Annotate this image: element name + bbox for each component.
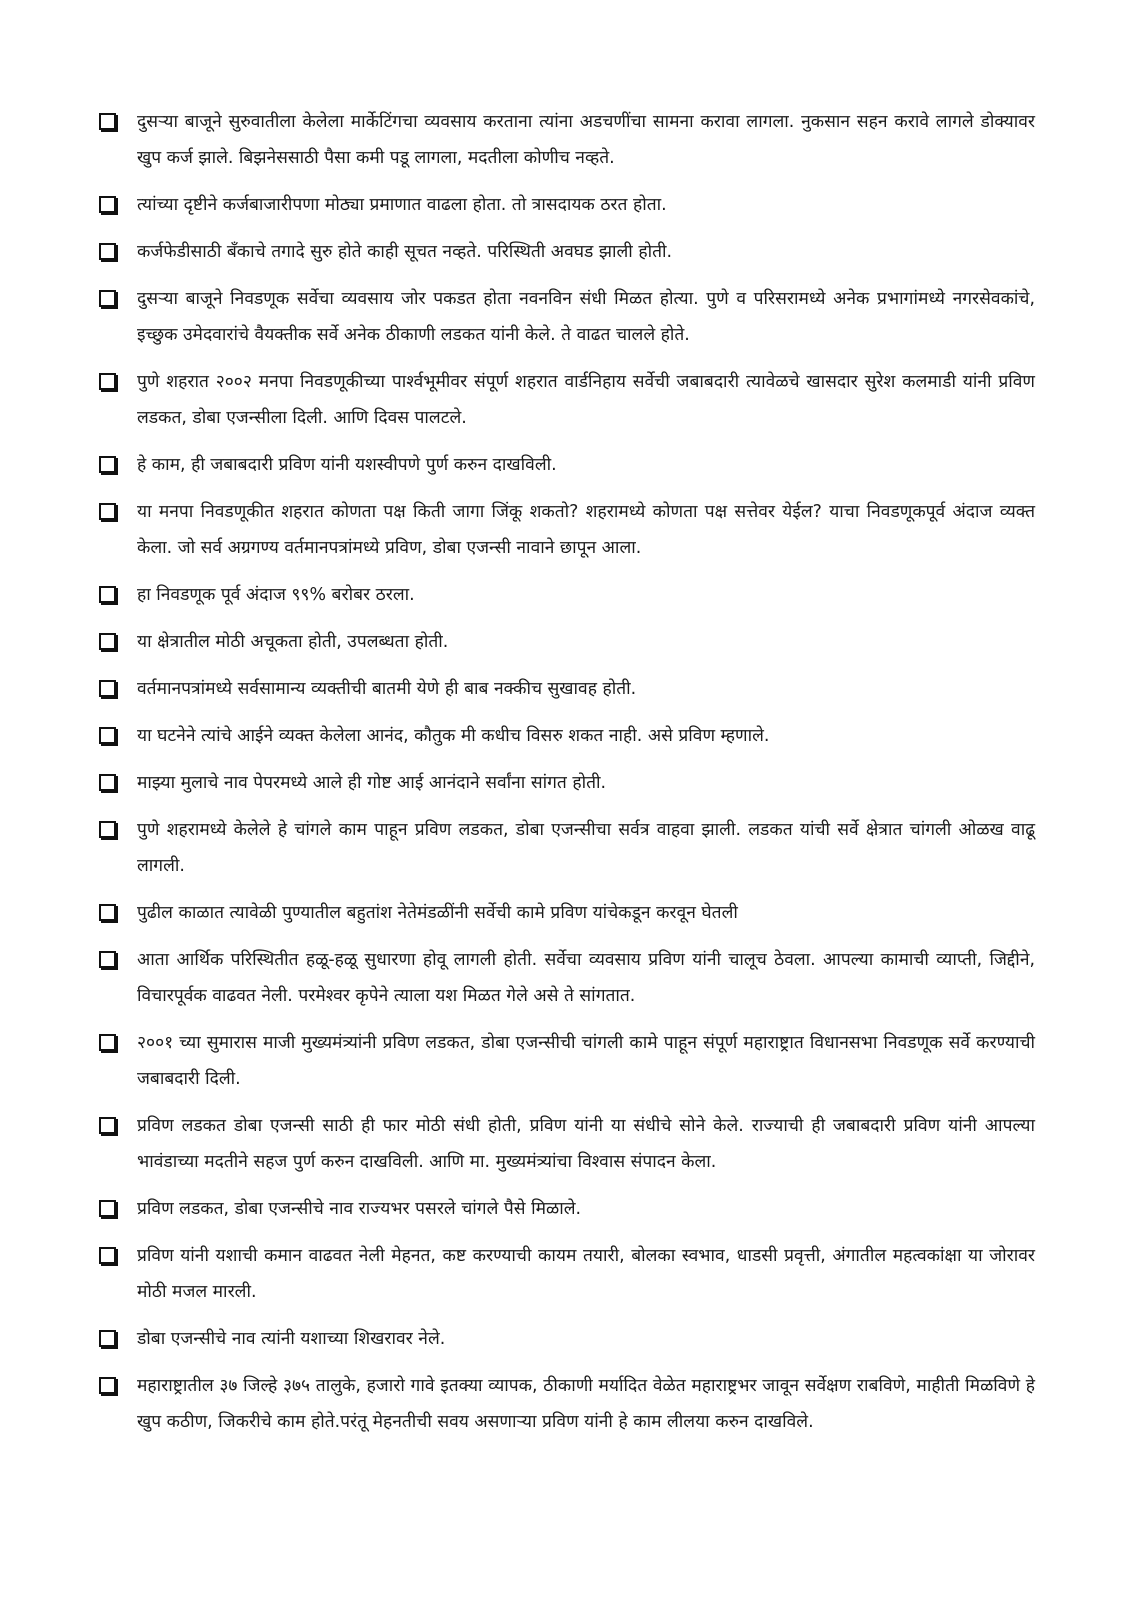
checkbox-bullet-icon — [99, 113, 116, 130]
bullet-text: पुणे शहरामध्ये केलेले हे चांगले काम पाहून प्रविण लडकत, डोबा एजन्सीचा सर्वत्र वाहवा झाली. लडकत यांची सर्वे क्षेत्रात चांगली ओळख वाढू लागली. — [137, 820, 1035, 876]
list-item — [96, 104, 1035, 176]
list-item — [96, 577, 1035, 613]
checkbox-bullet-icon — [99, 243, 116, 260]
bullet-text: प्रविण लडकत, डोबा एजन्सीचे नाव राज्यभर पसरले चांगले पैसे मिळाले. — [137, 1199, 582, 1219]
checkbox-bullet-icon — [99, 373, 116, 390]
list-item — [96, 364, 1035, 436]
bullet-text: महाराष्ट्रातील ३७ जिल्हे ३७५ तालुके, हजारो गावे इतक्या व्यापक, ठीकाणी मर्यादित वेळेत महाराष्ट्रभर जावून सर्वेक्षण राबविणे, माहीती मिळविणे हे खुप कठीण, जिकरीचे काम होते.परंतू मेहनतीची सवय असणाऱ्या प्रविण यांनी हे काम लीलया करुन दाखविले. — [137, 1376, 1035, 1432]
bullet-text: माझ्या मुलाचे नाव पेपरमध्ये आले ही गोष्ट आई आनंदाने सर्वांना सांगत होती. — [137, 773, 607, 793]
bullet-text: हा निवडणूक पूर्व अंदाज ९९% बरोबर ठरला. — [137, 585, 415, 605]
list-item — [96, 281, 1035, 353]
list-item — [96, 942, 1035, 1014]
list-item — [96, 447, 1035, 483]
bullet-text: या मनपा निवडणूकीत शहरात कोणता पक्ष किती जागा जिंकू शकतो? शहरामध्ये कोणता पक्ष सत्तेवर येईल? याचा निवडणूकपूर्व अंदाज व्यक्त केला. जो सर्व अग्रगण्य वर्तमानपत्रांमध्ये प्रविण, डोबा एजन्सी नावाने छापून आला. — [137, 502, 1035, 558]
checkbox-bullet-icon — [99, 680, 116, 697]
checkbox-bullet-icon — [99, 1377, 116, 1394]
list-item — [96, 187, 1035, 223]
list-item — [96, 1191, 1035, 1227]
checkbox-bullet-icon — [99, 1117, 116, 1134]
bullet-text: या घटनेने त्यांचे आईने व्यक्त केलेला आनंद, कौतुक मी कधीच विसरु शकत नाही. असे प्रविण म्हणाले. — [137, 726, 770, 746]
checkbox-bullet-icon — [99, 821, 116, 838]
checkbox-bullet-icon — [99, 727, 116, 744]
list-item — [96, 718, 1035, 754]
list-item — [96, 1025, 1035, 1097]
checkbox-bullet-icon — [99, 1330, 116, 1347]
bullet-text: वर्तमानपत्रांमध्ये सर्वसामान्य व्यक्तीची बातमी येणे ही बाब नक्कीच सुखावह होती. — [137, 679, 637, 699]
checkbox-bullet-icon — [99, 586, 116, 603]
bullet-list — [96, 104, 1035, 1440]
bullet-text: हे काम, ही जबाबदारी प्रविण यांनी यशस्वीपणे पुर्ण करुन दाखविली. — [137, 455, 557, 475]
list-item — [96, 812, 1035, 884]
bullet-text: पुणे शहरात २००२ मनपा निवडणूकीच्या पार्श्वभूमीवर संपूर्ण शहरात वार्डनिहाय सर्वेची जबाबदारी त्यावेळचे खासदार सुरेश कलमाडी यांनी प्रविण लडकत, डोबा एजन्सीला दिली. आणि दिवस पालटले. — [137, 372, 1035, 428]
bullet-text: त्यांच्या दृष्टीने कर्जबाजारीपणा मोठ्या प्रमाणात वाढला होता. तो त्रासदायक ठरत होता. — [137, 195, 667, 215]
list-item — [96, 1321, 1035, 1357]
bullet-text: दुसऱ्या बाजूने निवडणूक सर्वेचा व्यवसाय जोर पकडत होता नवनविन संधी मिळत होत्या. पुणे व परिसरामध्ये अनेक प्रभागांमध्ये नगरसेवकांचे, इच्छुक उमेदवारांचे वैयक्तीक सर्वे अनेक ठीकाणी लडकत यांनी केले. ते वाढत चालले होते. — [137, 289, 1035, 345]
list-item — [96, 624, 1035, 660]
list-item — [96, 1238, 1035, 1310]
list-item — [96, 234, 1035, 270]
checkbox-bullet-icon — [99, 633, 116, 650]
bullet-text: २००१ च्या सुमारास माजी मुख्यमंत्र्यांनी प्रविण लडकत, डोबा एजन्सीची चांगली कामे पाहून संपूर्ण महाराष्ट्रात विधानसभा निवडणूक सर्वे करण्याची जबाबदारी दिली. — [137, 1033, 1035, 1089]
list-item — [96, 1108, 1035, 1180]
checkbox-bullet-icon — [99, 1200, 116, 1217]
bullet-text: कर्जफेडीसाठी बँकाचे तगादे सुरु होते काही सूचत नव्हते. परिस्थिती अवघड झाली होती. — [137, 242, 673, 262]
bullet-text: डोबा एजन्सीचे नाव त्यांनी यशाच्या शिखरावर नेले. — [137, 1329, 446, 1349]
checkbox-bullet-icon — [99, 456, 116, 473]
bullet-text: पुढील काळात त्यावेळी पुण्यातील बहुतांश नेतेमंडळींनी सर्वेची कामे प्रविण यांचेकडून करवून घेतली — [137, 903, 738, 923]
checkbox-bullet-icon — [99, 951, 116, 968]
checkbox-bullet-icon — [99, 1247, 116, 1264]
list-item — [96, 895, 1035, 931]
bullet-text: या क्षेत्रातील मोठी अचूकता होती, उपलब्धता होती. — [137, 632, 449, 652]
bullet-text: प्रविण लडकत डोबा एजन्सी साठी ही फार मोठी संधी होती, प्रविण यांनी या संधीचे सोने केले. राज्याची ही जबाबदारी प्रविण यांनी आपल्या भावंडाच्या मदतीने सहज पुर्ण करुन दाखविली. आणि मा. मुख्यमंत्र्यांचा विश्वास संपादन केला. — [137, 1116, 1035, 1172]
checkbox-bullet-icon — [99, 904, 116, 921]
list-item — [96, 494, 1035, 566]
list-item — [96, 671, 1035, 707]
checkbox-bullet-icon — [99, 196, 116, 213]
bullet-text: दुसऱ्या बाजूने सुरुवातीला केलेला मार्केटिंगचा व्यवसाय करताना त्यांना अडचणींचा सामना करावा लागला. नुकसान सहन करावे लागले डोक्यावर खुप कर्ज झाले. बिझनेससाठी पैसा कमी पडू लागला, मदतीला कोणीच नव्हते. — [137, 112, 1035, 168]
list-item — [96, 765, 1035, 801]
bullet-text: प्रविण यांनी यशाची कमान वाढवत नेली मेहनत, कष्ट करण्याची कायम तयारी, बोलका स्वभाव, धाडसी प्रवृत्ती, अंगातील महत्वकांक्षा या जोरावर मोठी मजल मारली. — [137, 1246, 1035, 1302]
checkbox-bullet-icon — [99, 290, 116, 307]
list-item — [96, 1368, 1035, 1440]
bullet-text: आता आर्थिक परिस्थितीत हळू-हळू सुधारणा होवू लागली होती. सर्वेचा व्यवसाय प्रविण यांनी चालूच ठेवला. आपल्या कामाची व्याप्ती, जिद्दीने, विचारपूर्वक वाढवत नेली. परमेश्वर कृपेने त्याला यश मिळत गेले असे ते सांगतात. — [137, 950, 1035, 1006]
checkbox-bullet-icon — [99, 774, 116, 791]
checkbox-bullet-icon — [99, 503, 116, 520]
checkbox-bullet-icon — [99, 1034, 116, 1051]
